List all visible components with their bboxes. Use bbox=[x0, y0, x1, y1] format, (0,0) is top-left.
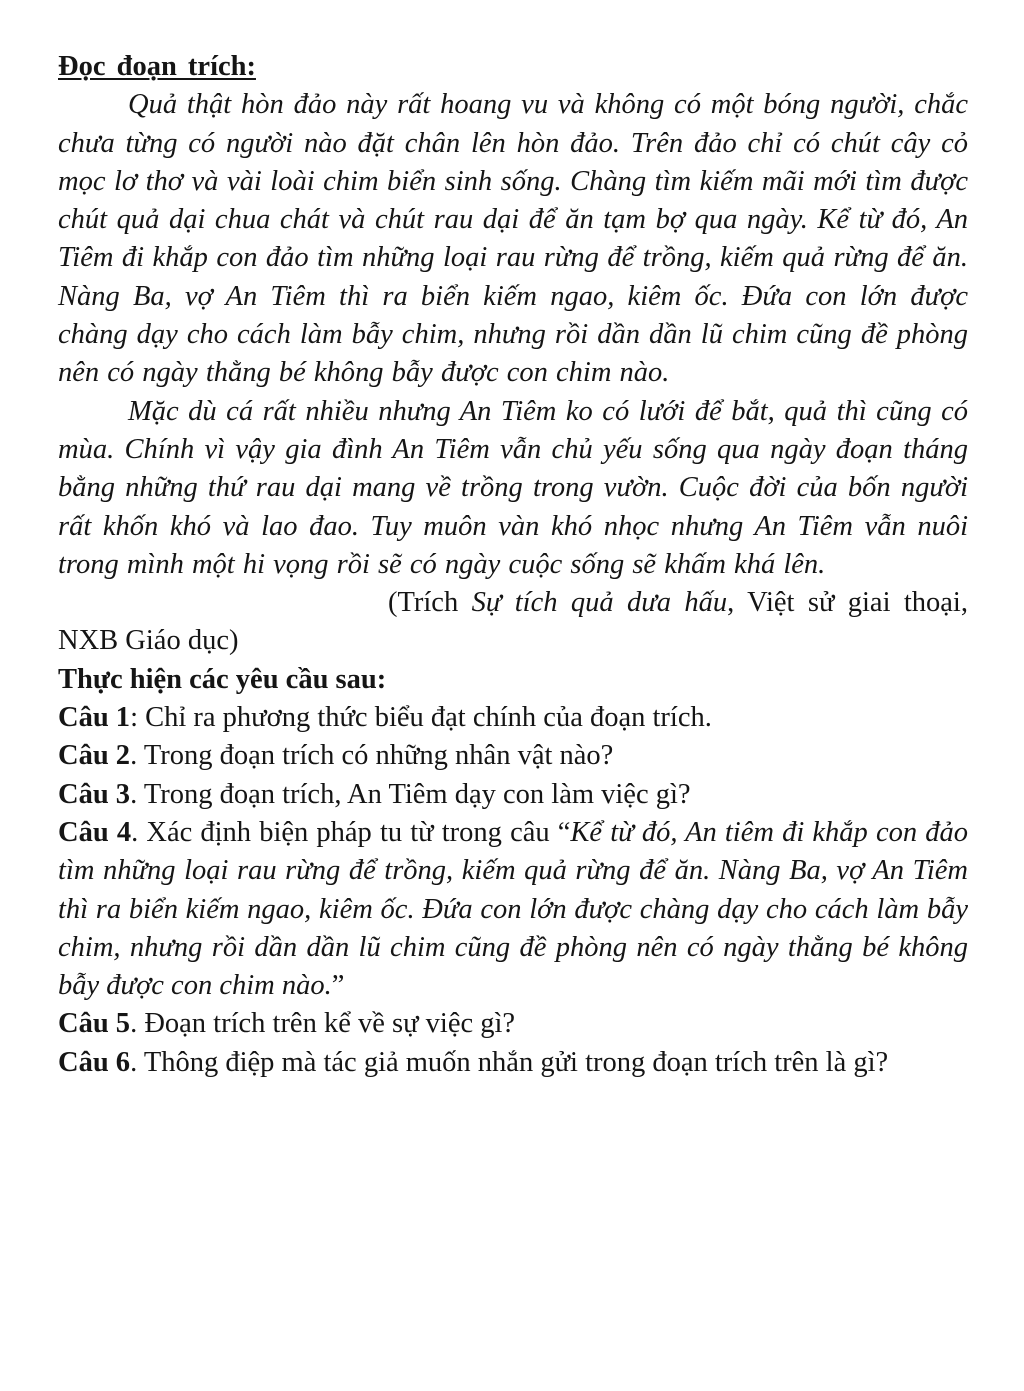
question-3 bbox=[58, 776, 968, 814]
question-label: Câu 3 bbox=[58, 778, 131, 810]
citation-suffix: , Việt sử giai thoại, NXB Giáo dục) bbox=[58, 587, 968, 657]
document-page bbox=[58, 48, 968, 1082]
excerpt-paragraph-2: Mặc dù cá rất nhiều nhưng An Tiêm ko có lưới để bắt, quả thì cũng có mùa. Chính vì vậy gia đình An Tiêm vẫn chủ yếu sống qua ngày đoạn tháng bằng những thứ rau dại mang về trồng trong vườn. Cuộc đời của bốn người rất khốn khó và lao đao. Tuy muôn vàn khó nhọc nhưng An Tiêm vẫn nuôi trong mình một hi vọng rồi sẽ có ngày cuộc sống sẽ khấm khá lên. bbox=[58, 395, 968, 580]
question-6 bbox=[58, 1044, 968, 1082]
question-label: Câu 1 bbox=[58, 702, 131, 734]
source-citation bbox=[58, 584, 968, 661]
reading-heading: Đọc đoạn trích: bbox=[58, 51, 256, 82]
citation-prefix: (Trích bbox=[388, 587, 472, 619]
question-text: Trong đoạn trích có những nhân vật nào? bbox=[143, 740, 614, 772]
question-separator: . bbox=[130, 1008, 145, 1040]
question-text: Đoạn trích trên kể về sự việc gì? bbox=[144, 1008, 516, 1040]
question-4 bbox=[58, 814, 968, 1005]
question-separator: . bbox=[131, 816, 147, 848]
question-2 bbox=[58, 737, 968, 775]
question-5 bbox=[58, 1005, 968, 1043]
question-label: Câu 5 bbox=[58, 1008, 131, 1040]
question-1 bbox=[58, 699, 968, 737]
question-separator: . bbox=[130, 778, 144, 810]
citation-title: Sự tích quả dưa hấu bbox=[471, 587, 728, 619]
question-label: Câu 4 bbox=[58, 816, 132, 848]
question-separator: . bbox=[130, 1046, 144, 1078]
tasks-heading: Thực hiện các yêu cầu sau: bbox=[58, 663, 387, 695]
question-separator: . bbox=[130, 740, 144, 772]
excerpt-paragraph-1: Quả thật hòn đảo này rất hoang vu và không có một bóng người, chắc chưa từng có người nào đặt chân lên hòn đảo. Trên đảo chỉ có chút cây cỏ mọc lơ thơ và vài loài chim biển sinh sống. Chàng tìm kiếm mãi mới tìm được chút quả dại chua chát và chút rau dại để ăn tạm bợ qua ngày. Kể từ đó, An Tiêm đi khắp con đảo tìm những loại rau rừng để trồng, kiếm quả rừng để ăn. Nàng Ba, vợ An Tiêm thì ra biển kiếm ngao, kiêm ốc. Đứa con lớn được chàng dạy cho cách làm bẫy chim, nhưng rồi dần dần lũ chim cũng đề phòng nên có ngày thằng bé không bẫy được con chim nào. bbox=[58, 89, 968, 389]
question-text: Chỉ ra phương thức biểu đạt chính của đoạn trích. bbox=[145, 702, 712, 734]
question-quote: Kể từ đó, An tiêm đi khắp con đảo tìm những loại rau rừng để trồng, kiếm quả rừng để ăn. Nàng Ba, vợ An Tiêm thì ra biển kiếm ngao, kiêm ốc. Đứa con lớn được chàng dạy cho cách làm bẫy chim, nhưng rồi dần dần lũ chim cũng đề phòng nên có ngày thằng bé không bẫy được con chim nào. bbox=[58, 816, 968, 1002]
question-label: Câu 2 bbox=[58, 740, 131, 772]
question-text: Xác định biện pháp tu từ trong câu “ bbox=[146, 816, 571, 848]
question-label: Câu 6 bbox=[58, 1046, 131, 1078]
question-text: Trong đoạn trích, An Tiêm dạy con làm việc gì? bbox=[143, 778, 691, 810]
question-separator: : bbox=[130, 702, 146, 734]
question-text: Thông điệp mà tác giả muốn nhắn gửi trong đoạn trích trên là gì? bbox=[143, 1046, 889, 1078]
question-quote-close: ” bbox=[331, 970, 345, 1002]
